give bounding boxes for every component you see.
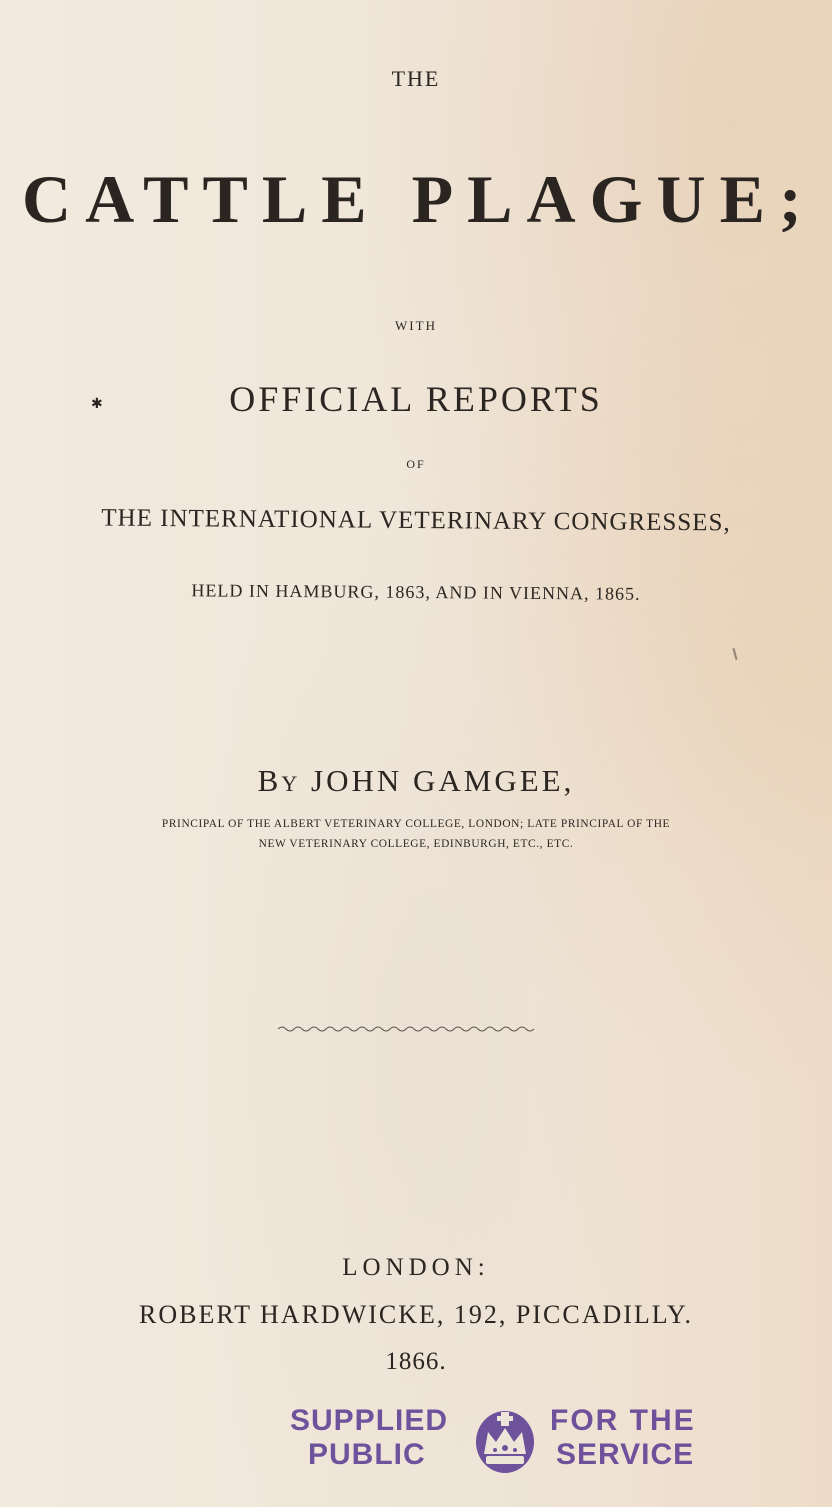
author-name: JOHN GAMGEE, — [300, 763, 575, 798]
author-credentials-line-1: PRINCIPAL OF THE ALBERT VETERINARY COLLEGE, LONDON; LATE PRINCIPAL OF THE — [161, 818, 671, 830]
stamp-text-supplied: SUPPLIED — [290, 1404, 449, 1437]
crown-icon — [474, 1408, 536, 1474]
stamp-text-public: PUBLIC — [308, 1438, 426, 1471]
subtitle-with: WITH — [395, 318, 437, 333]
imprint-publisher: ROBERT HARDWICKE, 192, PICCADILLY. — [138, 1300, 693, 1329]
ownership-stamp — [286, 1402, 716, 1482]
author-line — [0, 763, 832, 799]
subtitle-of: OF — [406, 457, 426, 471]
imprint-city: LONDON: — [342, 1254, 490, 1281]
title-article: THE — [391, 66, 441, 91]
subtitle-official-reports: OFFICIAL REPORTS — [229, 379, 603, 419]
main-title: CATTLE PLAGUE; — [22, 161, 816, 237]
author-credentials-line-2: NEW VETERINARY COLLEGE, EDINBURGH, ETC., ETC. — [258, 838, 574, 850]
author-by-rest: Y — [281, 771, 301, 796]
stamp-text-service: SERVICE — [556, 1438, 695, 1471]
author-by-initial: B — [257, 763, 282, 798]
stray-mark — [732, 648, 737, 660]
stamp-text-for-the: FOR THE — [550, 1404, 696, 1437]
imprint-year: 1866. — [385, 1348, 447, 1375]
asterisk-mark: ✱ — [91, 397, 103, 412]
ornamental-rule — [278, 1024, 534, 1034]
subtitle-held: HELD IN HAMBURG, 1863, AND IN VIENNA, 1865. — [191, 580, 641, 604]
subtitle-congresses: THE INTERNATIONAL VETERINARY CONGRESSES, — [101, 504, 731, 537]
